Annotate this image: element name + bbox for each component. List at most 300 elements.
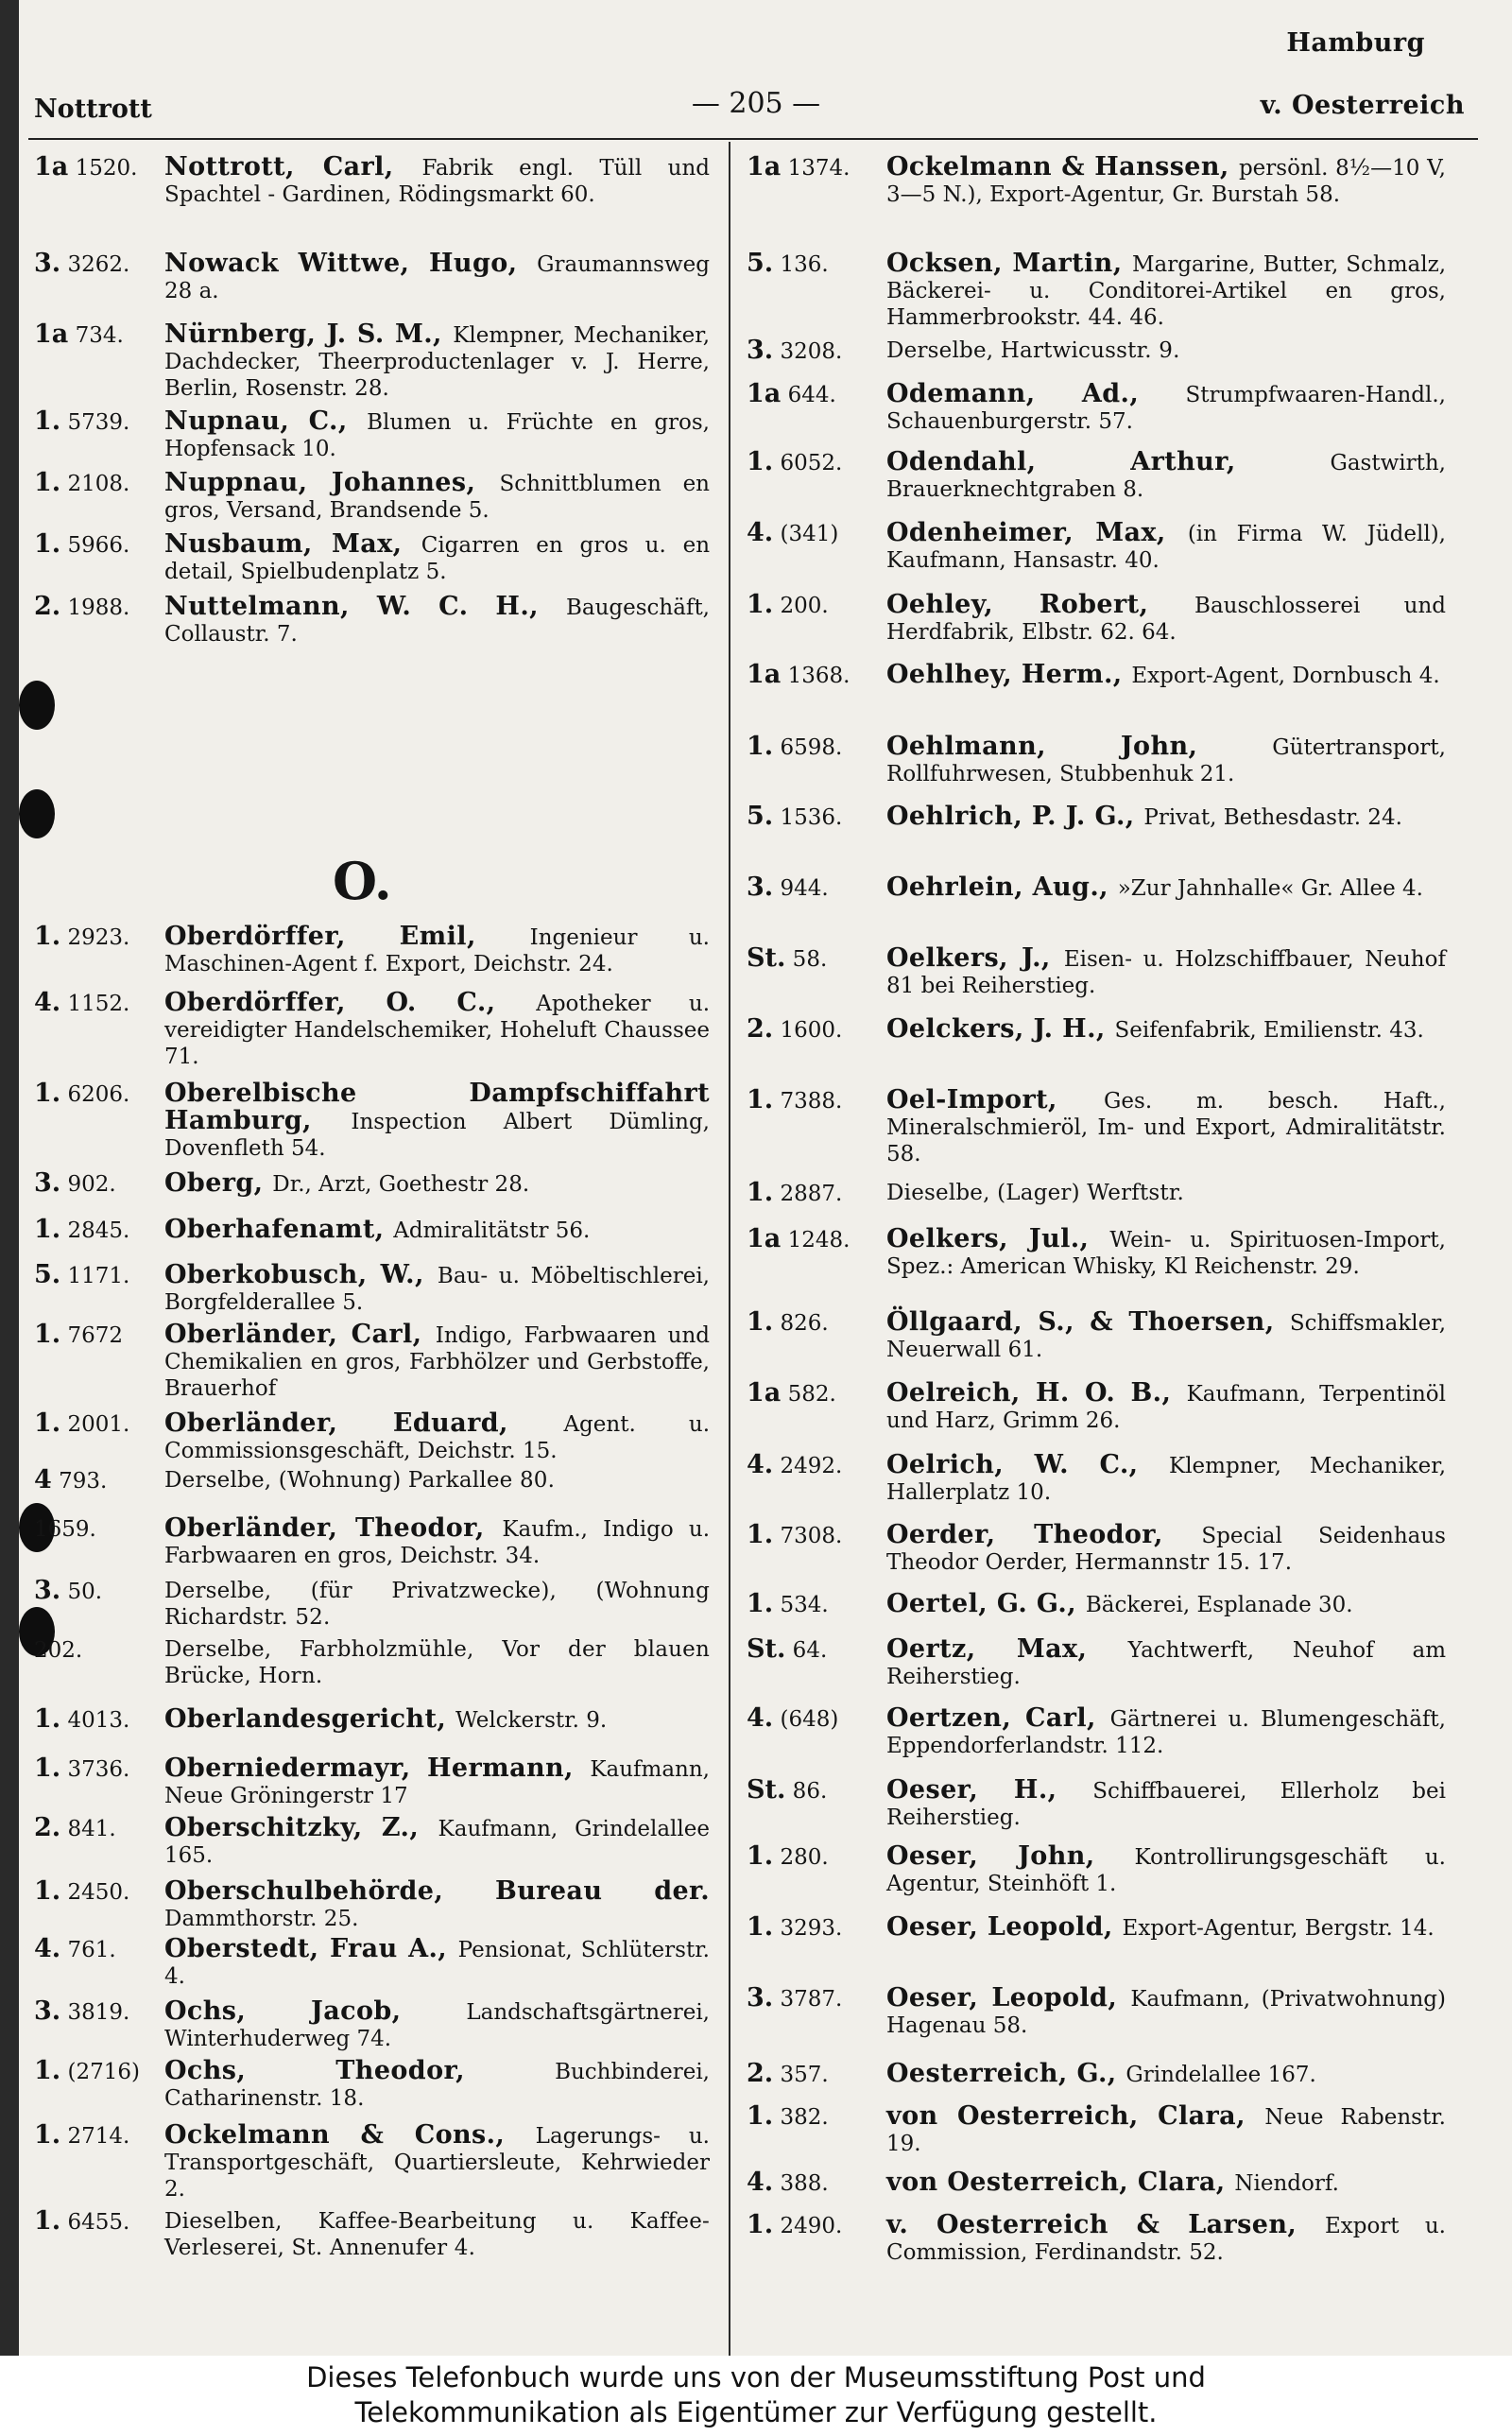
entry-phone-number (34, 1936, 116, 1963)
entry-number: 7388. (773, 1089, 843, 1114)
entry-name: Oberdörffer, Emil, (164, 922, 530, 951)
entry-number: 1152. (60, 992, 130, 1016)
entry-details: Fabrik engl. Tüll und Spachtel - Gardinen, Rödingsmarkt 60. (164, 156, 710, 207)
entry-phone-number (747, 154, 850, 181)
entry-details: (in Firma W. Jüdell), Kaufmann, Hansastr. 40. (886, 522, 1446, 573)
entry-body (164, 1467, 710, 1494)
entry-body (164, 251, 710, 304)
entry-name: Ockelmann & Hanssen, (886, 152, 1239, 181)
entry-phone-number (747, 1985, 842, 2013)
entry-body (164, 1815, 710, 1869)
entry-details: Dieselbe, (Lager) Werftstr. (886, 1181, 1185, 1205)
entry-number: 3208. (773, 339, 843, 364)
entry-number: 3262. (60, 252, 130, 277)
entry-name: Oberlandesgericht, (164, 1704, 455, 1734)
entry-exchange-class: 3. (34, 249, 61, 278)
entry-number: 1368. (781, 664, 850, 688)
entry-phone-number (747, 381, 836, 408)
entry-body (164, 531, 710, 585)
entry-body (886, 803, 1446, 831)
entry-details: Derselbe, (Wohnung) Parkallee 80. (164, 1468, 556, 1493)
entry-exchange-class: 1a (34, 152, 69, 181)
entry-details: Welckerstr. 9. (455, 1708, 608, 1733)
entry-name: Oehrlein, Aug., (886, 872, 1118, 902)
entry-number: 6206. (60, 1082, 130, 1107)
entry-phone-number (34, 251, 129, 278)
entry-details: Gütertransport, Rollfuhrwesen, Stubbenhuk 21. (886, 735, 1446, 786)
entry-exchange-class: 3. (747, 336, 774, 365)
entry-details: Niendorf. (1234, 2171, 1339, 2196)
entry-body (164, 1636, 710, 1689)
header-rule (28, 138, 1478, 140)
entry-details: Derselbe, Farbholzmühle, Vor der blauen Brücke, Horn. (164, 1637, 710, 1688)
entry-number: 3293. (773, 1916, 843, 1941)
entry-body (886, 1380, 1446, 1434)
entry-exchange-class: 2. (34, 1813, 61, 1842)
entry-phone-number (747, 1380, 836, 1408)
entry-body (164, 924, 710, 977)
entry-exchange-class: 5. (747, 249, 774, 278)
entry-name: Oel-Import, (886, 1085, 1105, 1114)
entry-name: von Oesterreich, Clara, (886, 2101, 1265, 2131)
entry-name: v. Oesterreich & Larsen, (886, 2210, 1325, 2239)
entry-number: 793. (51, 1469, 108, 1494)
entry-name: Oberländer, Theodor, (164, 1513, 503, 1543)
entry-details: Grindelallee 167. (1125, 2063, 1316, 2087)
entry-details: Dieselben, Kaffee-Bearbeitung u. Kaffee-Verleserei, St. Annenufer 4. (164, 2209, 710, 2260)
entry-exchange-class: 2. (747, 1014, 774, 1044)
entry-phone-number (34, 1636, 82, 1664)
entry-exchange-class: 4 (34, 1465, 52, 1494)
entry-exchange-class: 1. (34, 1876, 61, 1906)
entry-name: Ocksen, Martin, (886, 249, 1132, 278)
entry-number: 7308. (773, 1524, 843, 1548)
entry-number: 1536. (773, 805, 843, 830)
entry-exchange-class: 1. (747, 2210, 774, 2239)
entry-phone-number (34, 1515, 96, 1543)
entry-number: 841. (60, 1817, 116, 1841)
entry-name: Oeser, H., (886, 1775, 1093, 1805)
binding-strip (0, 0, 19, 2356)
entry-body (164, 1578, 710, 1631)
entry-number: 1600. (773, 1018, 843, 1043)
entry-body (886, 1705, 1446, 1759)
entry-phone-number (34, 408, 129, 436)
entry-body (886, 520, 1446, 574)
entry-phone-number (747, 1016, 842, 1044)
entry-details: Kaufmann, Grindelallee 165. (164, 1817, 710, 1868)
entry-name: Oelreich, H. O. B., (886, 1378, 1187, 1408)
entry-phone-number (747, 945, 827, 973)
entry-name: Oberelbische Dampfschiffahrt Hamburg, (164, 1079, 710, 1135)
entry-phone-number (747, 1591, 829, 1618)
page-number: — 205 — (691, 87, 821, 120)
entry-number: 6598. (773, 735, 843, 760)
entry-details: Bau- u. Möbeltischlerei, Borgfelderallee 5. (164, 1264, 710, 1315)
entry-phone-number (747, 520, 838, 547)
entry-number: 902. (60, 1172, 116, 1197)
entry-exchange-class: St. (747, 1775, 786, 1805)
entry-body (886, 1985, 1446, 2039)
entry-phone-number (34, 2058, 140, 2085)
entry-number: 50. (60, 1580, 103, 1604)
entry-phone-number (747, 449, 842, 476)
entry-name: Oberstedt, Frau A., (164, 1934, 458, 1963)
entry-number: 6052. (773, 451, 843, 475)
entry-body (886, 1777, 1446, 1831)
footer-line-2: Telekommunikation als Eigentümer zur Verfügung gestellt. (354, 2396, 1158, 2428)
entry-details: Privat, Bethesdastr. 24. (1143, 805, 1402, 830)
entry-details: Seifenfabrik, Emilienstr. 43. (1114, 1018, 1424, 1043)
entry-number: 2887. (773, 1182, 843, 1206)
entry-phone-number (747, 1777, 827, 1805)
entry-phone-number (747, 1180, 842, 1207)
entry-body (164, 470, 710, 524)
entry-phone-number (34, 1755, 129, 1783)
entry-exchange-class: 5. (747, 802, 774, 831)
entry-details: Agent. u. Commissionsgeschäft, Deichstr. 15. (164, 1412, 711, 1463)
entry-details: Pensionat, Schlüterstr. 4. (164, 1938, 710, 1989)
entry-phone-number (34, 1322, 123, 1349)
entry-number: 1248. (781, 1228, 850, 1253)
entry-details: Dammthorstr. 25. (164, 1907, 359, 1931)
entry-phone-number (747, 1226, 850, 1253)
entry-body (886, 381, 1446, 435)
entry-exchange-class: 4. (747, 2168, 774, 2197)
entry-details: Baugeschäft, Collaustr. 7. (164, 596, 710, 647)
entry-name: Oeser, John, (886, 1841, 1135, 1871)
entry-details: Indigo, Farbwaaren und Chemikalien en gros, Farbhölzer und Gerbstoffe, Brauerhof (164, 1323, 710, 1401)
entry-number: 2108. (60, 472, 130, 496)
entry-details: Klempner, Mechaniker, Hallerplatz 10. (886, 1454, 1446, 1505)
entry-body (164, 1755, 710, 1809)
entry-name: von Oesterreich, Clara, (886, 2168, 1235, 2197)
entry-number: 6455. (60, 2210, 130, 2235)
entry-exchange-class: 1. (34, 2056, 61, 2085)
entry-body (164, 1936, 710, 1990)
entry-body (886, 1591, 1446, 1618)
entry-name: Oertz, Max, (886, 1634, 1128, 1664)
entry-exchange-class: 1. (747, 2101, 774, 2131)
entry-details: Wein- u. Spirituosen-Import, Spez.: American Whisky, Kl Reichenstr. 29. (886, 1228, 1446, 1279)
entry-details: Blumen u. Früchte en gros, Hopfensack 10. (164, 410, 710, 461)
entry-body (886, 2103, 1446, 2157)
entry-name: Odendahl, Arthur, (886, 447, 1331, 476)
entry-number: 734. (68, 323, 124, 348)
entry-exchange-class: 4. (747, 518, 774, 547)
entry-body (886, 2169, 1446, 2197)
entry-exchange-class: 1a (34, 320, 69, 349)
entry-details: Inspection Albert Dümling, Dovenfleth 54. (164, 1110, 710, 1161)
entry-body (886, 251, 1446, 331)
binding-hole (19, 681, 55, 730)
entry-name: Nottrott, Carl, (164, 152, 422, 181)
entry-number: (2716) (60, 2060, 140, 2084)
entry-number: 3736. (60, 1757, 130, 1782)
entry-details: Schnittblumen en gros, Versand, Brandsende 5. (164, 472, 710, 523)
entry-body (886, 1522, 1446, 1576)
entry-name: Nupnau, C., (164, 406, 368, 436)
entry-number: 826. (773, 1311, 829, 1336)
entry-body (164, 1322, 710, 1402)
entry-body (164, 1080, 710, 1162)
entry-phone-number (747, 2061, 829, 2088)
entry-exchange-class: 1. (34, 529, 61, 559)
entry-phone-number (34, 1815, 116, 1842)
entry-exchange-class: 1. (747, 1085, 774, 1114)
entry-number: 1374. (781, 156, 850, 181)
entry-body (164, 1217, 710, 1244)
entry-body (164, 1878, 710, 1932)
entry-name: Oelkers, J., (886, 943, 1064, 973)
entry-phone-number (34, 990, 129, 1017)
entry-body (886, 1087, 1446, 1167)
entry-exchange-class: 1. (34, 2206, 61, 2236)
entry-exchange-class: 1. (747, 590, 774, 619)
entry-details: Eisen- u. Holzschiffbauer, Neuhof 81 bei Reiherstieg. (886, 947, 1446, 998)
entry-details: Kontrollirungsgeschäft u. Agentur, Steinhöft 1. (886, 1845, 1446, 1896)
entry-phone-number (747, 2103, 829, 2131)
entry-details: Schiffbauerei, Ellerholz bei Reiherstieg. (886, 1779, 1446, 1830)
entry-exchange-class: 3. (747, 1983, 774, 2013)
entry-body (886, 2061, 1446, 2088)
entry-number: 644. (781, 383, 836, 407)
entry-name: Oesterreich, G., (886, 2059, 1126, 2088)
entry-name: Oberhafenamt, (164, 1215, 394, 1244)
entry-phone-number (34, 1706, 129, 1734)
entry-number: 202. (34, 1638, 83, 1663)
entry-body (886, 874, 1446, 902)
entry-details: »Zur Jahnhalle« Gr. Allee 4. (1117, 876, 1423, 901)
entry-body (164, 1515, 710, 1569)
entry-phone-number (747, 662, 850, 689)
entry-exchange-class: 1. (34, 1320, 61, 1349)
entry-details: Export-Agent, Dornbusch 4. (1131, 664, 1440, 688)
entry-name: Oertzen, Carl, (886, 1703, 1110, 1733)
entry-details: Kaufm., Indigo u. Farbwaaren en gros, Deichstr. 34. (164, 1517, 711, 1568)
entry-name: Oberdörffer, O. C., (164, 988, 537, 1017)
entry-number: 357. (773, 2063, 829, 2087)
entry-phone-number (747, 1636, 827, 1664)
entry-exchange-class: St. (747, 1634, 786, 1664)
entry-exchange-class: 1. (34, 468, 61, 497)
entry-details: Admiralitätstr 56. (393, 1218, 591, 1243)
entry-name: Oertel, G. G., (886, 1589, 1086, 1618)
entry-exchange-class: 4. (747, 1703, 774, 1733)
entry-body (164, 2058, 710, 2112)
entry-exchange-class: 1a (747, 1224, 782, 1253)
entry-exchange-class: 1. (747, 1178, 774, 1207)
footer-note (0, 2356, 1512, 2436)
entry-body (886, 1226, 1446, 1280)
entry-body (164, 1170, 710, 1198)
entry-phone-number (34, 531, 129, 559)
entry-body (164, 594, 710, 648)
entry-details: Dr., Arzt, Goethestr 28. (272, 1172, 530, 1197)
entry-body (164, 2122, 710, 2203)
entry-exchange-class: 3. (34, 1996, 61, 2026)
entry-body (886, 1016, 1446, 1044)
entry-name: Oeser, Leopold, (886, 1983, 1131, 2013)
entry-exchange-class: 1. (747, 1307, 774, 1337)
entry-number: 5739. (60, 410, 130, 435)
column-divider (729, 142, 730, 2356)
entry-name: Oehlmann, John, (886, 732, 1273, 761)
entry-phone-number (747, 1522, 842, 1549)
entry-phone-number (747, 251, 829, 278)
entry-details: Lagerungs- u. Transportgeschäft, Quartiersleute, Kehrwieder 2. (164, 2124, 710, 2202)
entry-details: Strumpfwaaren-Handl., Schauenburgerstr. 57. (886, 383, 1446, 434)
entry-body (164, 1410, 710, 1464)
entry-name: Oeser, Leopold, (886, 1912, 1123, 1942)
binding-hole (19, 789, 55, 838)
entry-details: Gastwirth, Brauerknechtgraben 8. (886, 451, 1446, 502)
entry-body (886, 449, 1446, 503)
entry-exchange-class: 1a (747, 1378, 782, 1408)
entry-exchange-class: 1. (34, 406, 61, 436)
entry-exchange-class: 1. (747, 1912, 774, 1942)
entry-name: Nuppnau, Johannes, (164, 468, 500, 497)
entry-body (886, 662, 1446, 689)
section-letter: O. (333, 851, 392, 911)
entry-body (886, 2212, 1446, 2266)
entry-exchange-class: 5. (34, 1260, 61, 1289)
entry-number: 280. (773, 1845, 829, 1870)
entry-exchange-class: 1. (747, 1589, 774, 1618)
entry-number: 136. (773, 252, 829, 277)
entry-body (164, 1706, 710, 1734)
entry-details: Ges. m. besch. Haft., Mineralschmieröl, Im- und Export, Admiralitätstr. 58. (886, 1089, 1446, 1166)
entry-details: Export u. Commission, Ferdinandstr. 52. (886, 2214, 1446, 2265)
entry-number: 2923. (60, 925, 130, 950)
entry-name: Oberg, (164, 1168, 273, 1198)
entry-exchange-class: 4. (747, 1450, 774, 1479)
entry-phone-number (747, 1452, 842, 1479)
entry-exchange-class: St. (747, 943, 786, 973)
entry-exchange-class: 3. (34, 1576, 61, 1605)
entry-number: 944. (773, 876, 829, 901)
entry-name: Odenheimer, Max, (886, 518, 1188, 547)
entry-number: 3819. (60, 2000, 130, 2025)
entry-name: Oberniedermayr, Hermann, (164, 1754, 591, 1783)
entry-exchange-class: 1a (747, 152, 782, 181)
entry-exchange-class: 1. (34, 1754, 61, 1783)
entry-number: 2001. (60, 1412, 130, 1437)
entry-exchange-class: 1. (34, 1215, 61, 1244)
entry-phone-number (747, 1087, 842, 1114)
entry-phone-number (747, 874, 829, 902)
entry-name: Oehlhey, Herm., (886, 660, 1132, 689)
entry-body (164, 990, 710, 1070)
entry-phone-number (34, 1080, 129, 1108)
entry-phone-number (34, 1878, 129, 1906)
entry-phone-number (34, 2122, 129, 2150)
entry-details: Kaufmann, Neue Gröningerstr 17 (164, 1757, 710, 1808)
entry-details: Bäckerei, Esplanade 30. (1085, 1593, 1353, 1617)
entry-number: 5966. (60, 533, 130, 558)
entry-name: Ochs, Theodor, (164, 2056, 556, 2085)
place-heading: Hamburg (1286, 28, 1425, 58)
entry-phone-number (34, 1578, 102, 1605)
entry-name: Oberländer, Eduard, (164, 1408, 564, 1438)
entry-phone-number (747, 1309, 829, 1337)
entry-phone-number (34, 1170, 116, 1198)
entry-details: Cigarren en gros u. en detail, Spielbudenplatz 5. (164, 533, 711, 584)
entry-name: Odemann, Ad., (886, 379, 1186, 408)
entry-body (886, 1843, 1446, 1897)
entry-phone-number (34, 470, 129, 497)
footer-line-1: Dieses Telefonbuch wurde uns von der Museumsstiftung Post und (306, 2361, 1206, 2393)
entry-number: 3787. (773, 1987, 843, 2012)
entry-details: Yachtwerft, Neuhof am Reiherstieg. (886, 1638, 1446, 1689)
entry-name: Nowack Wittwe, Hugo, (164, 249, 538, 278)
entry-number: 86. (785, 1779, 828, 1804)
entry-exchange-class: 1. (747, 1520, 774, 1549)
entry-exchange-class: 3. (747, 872, 774, 902)
entry-exchange-class: 3. (34, 1168, 61, 1198)
entry-number: 200. (773, 594, 829, 618)
entry-name: Oehley, Robert, (886, 590, 1195, 619)
entry-body (886, 1180, 1446, 1206)
entry-body (886, 1309, 1446, 1363)
entry-body (164, 321, 710, 402)
entry-name: Ockelmann & Cons., (164, 2120, 536, 2150)
entry-number: 2845. (60, 1218, 130, 1243)
entry-number: 2492. (773, 1454, 843, 1478)
entry-number: 1171. (60, 1264, 130, 1288)
entry-body (886, 1914, 1446, 1942)
entry-number: 64. (785, 1638, 828, 1663)
entry-number: 2490. (773, 2214, 843, 2238)
entry-body (886, 945, 1446, 999)
entry-phone-number (747, 2212, 842, 2239)
entry-exchange-class: 1. (34, 922, 61, 951)
entry-name: Oberkobusch, W., (164, 1260, 438, 1289)
entry-exchange-class: 1. (747, 447, 774, 476)
entry-body (164, 408, 710, 462)
entry-phone-number (34, 1217, 129, 1244)
running-head-left: Nottrott (34, 95, 152, 124)
entry-body (164, 2208, 710, 2261)
entry-phone-number (747, 1843, 829, 1871)
entry-exchange-class: 2. (34, 592, 61, 621)
entry-body (886, 734, 1446, 787)
entry-details: Derselbe, (für Privatzwecke), (Wohnung Richardstr. 52. (164, 1579, 710, 1630)
entry-exchange-class: 1a (747, 379, 782, 408)
entry-name: Oelkers, Jul., (886, 1224, 1110, 1253)
entry-details: Kaufmann, Terpentinöl und Harz, Grimm 26. (886, 1382, 1446, 1433)
entry-number: 58. (785, 947, 828, 972)
entry-name: Oberländer, Carl, (164, 1320, 436, 1349)
entry-phone-number (34, 594, 129, 621)
entry-phone-number (747, 2169, 829, 2197)
entry-name: Oberschitzky, Z., (164, 1813, 438, 1842)
entry-body (886, 154, 1446, 208)
entry-details: Derselbe, Hartwicusstr. 9. (886, 338, 1180, 363)
entry-number: 1520. (68, 156, 138, 181)
entry-number: 761. (60, 1938, 116, 1962)
entry-phone-number (34, 2208, 129, 2236)
entry-details: Neue Rabenstr. 19. (886, 2105, 1446, 2156)
entry-details: Export-Agentur, Bergstr. 14. (1122, 1916, 1435, 1941)
entry-phone-number (34, 1998, 129, 2026)
entry-details: Gärtnerei u. Blumengeschäft, Eppendorferlandstr. 112. (886, 1707, 1446, 1758)
entry-exchange-class: 4. (34, 988, 61, 1017)
entry-phone-number (34, 924, 129, 951)
entry-exchange-class: 1a (747, 660, 782, 689)
entry-number: 4013. (60, 1708, 130, 1733)
entry-name: Ochs, Jacob, (164, 1996, 467, 2026)
